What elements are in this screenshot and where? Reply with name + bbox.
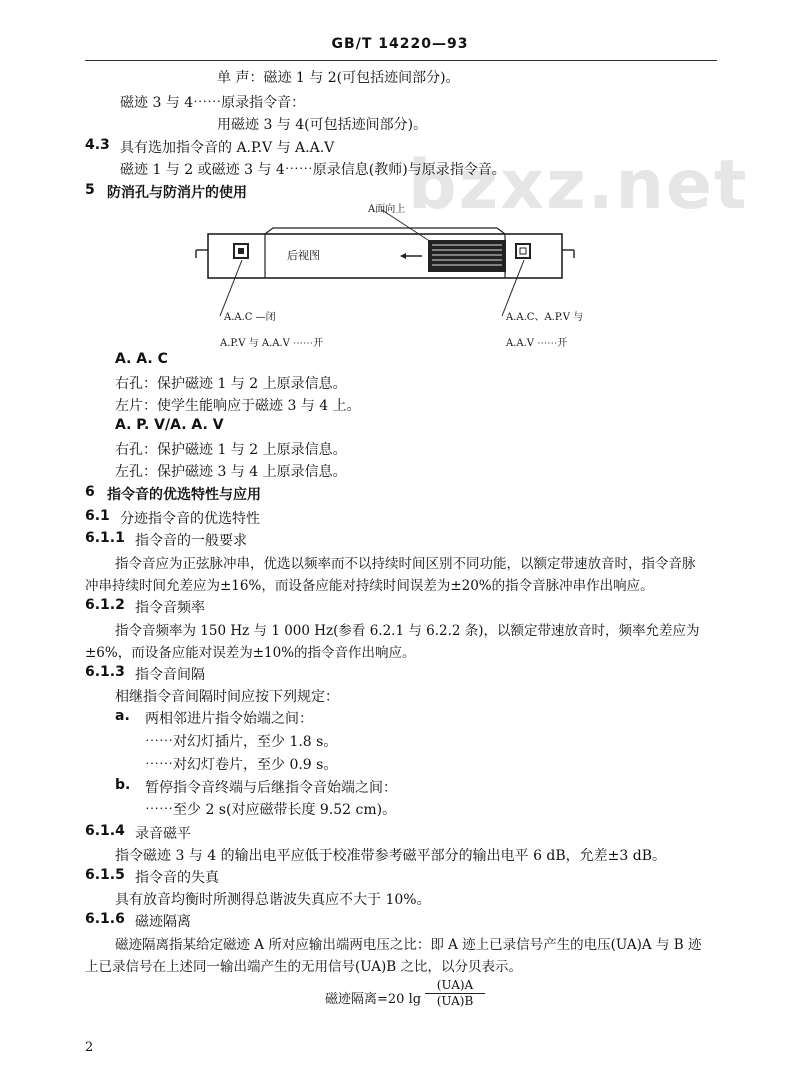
sec-6-1-3-title: 指令音间隔 — [135, 667, 205, 683]
sec-6-num: 6 — [85, 484, 95, 500]
sec-6-1-6-para-1: 磁迹隔离指某给定磁迹 A 所对应输出端两电压之比：即 A 迹上已录信号产生的电压(UA)A 与 B 迹 — [115, 937, 702, 953]
list-item-b-label: b. — [115, 777, 131, 793]
list-item-a-text: 两相邻进片指令始端之间： — [145, 711, 313, 727]
cassette-body — [208, 234, 562, 278]
list-item-a-label: a. — [115, 708, 130, 724]
sec-6-1-6-para-2: 上已录信号在上述同一输出端产生的无用信号(UA)B 之比，以分贝表示。 — [85, 959, 522, 975]
standard-header: GB/T 14220—93 — [331, 36, 469, 52]
watermark: bzxz.net — [408, 146, 749, 225]
page-number: 2 — [85, 1040, 94, 1055]
sec-6-1-3-num: 6.1.3 — [85, 664, 125, 680]
sec-6-1-2-num: 6.1.2 — [85, 597, 125, 613]
sec-6-1-1-para-1: 指令音应为正弦脉冲串，优选以频率而不以持续时间区别不同功能，以额定带速放音时，指令音脉 — [115, 556, 696, 572]
cassette-rear-view-figure — [190, 200, 580, 350]
aac-right: 右孔：保护磁迹 1 与 2 上原录信息。 — [115, 376, 347, 392]
track-isolation-formula — [325, 978, 474, 1008]
sec-4-3-title: 具有选加指令音的 A.P.V 与 A.A.V — [120, 140, 335, 156]
list-item-a-sub-1: ⋯⋯对幻灯插片，至少 1.8 s。 — [145, 734, 338, 750]
sec-4-3-body: 磁迹 1 与 2 或磁迹 3 与 4⋯⋯原录信息(教师)与原录指令音。 — [120, 162, 506, 178]
sec-6-1-2-para-1: 指令音频率为 150 Hz 与 1 000 Hz(参看 6.2.1 与 6.2.2 条)，以额定带速放音时，频率允差应为 — [115, 623, 700, 639]
sec-6-1-2-para-2: ±6%，而设备应能对误差为±10%的指令音作出响应。 — [85, 645, 416, 661]
sec-6-1-4-num: 6.1.4 — [85, 823, 125, 839]
sec-6-1-2-title: 指令音频率 — [135, 600, 205, 616]
apv-left: 左孔：保护磁迹 3 与 4 上原录信息。 — [115, 464, 347, 480]
sec-6-1-4-para-1: 指令磁迹 3 与 4 的输出电平应低于校准带参考磁平部分的输出电平 6 dB，允差±3 dB。 — [115, 848, 667, 864]
sec-6-1-5-num: 6.1.5 — [85, 867, 125, 883]
left-caption-2: A.P.V 与 A.A.V ⋯⋯开 — [220, 338, 324, 349]
line-use34: 用磁迹 3 与 4(可包括迹间部分)。 — [217, 117, 428, 133]
aac-left: 左片：使学生能响应于磁迹 3 与 4 上。 — [115, 398, 361, 414]
aac-heading: A. A. C — [115, 351, 168, 367]
right-erase-hole — [516, 244, 530, 258]
formula-left: 磁迹隔离=20 lg — [325, 992, 422, 1007]
a-side-up-label: A面向上 — [368, 204, 406, 215]
right-caption-1: A.A.C、A.P.V 与 — [506, 312, 584, 323]
sec-6-1-6-num: 6.1.6 — [85, 911, 125, 927]
apv-right: 右孔：保护磁迹 1 与 2 上原录信息。 — [115, 442, 347, 458]
apv-heading: A. P. V/A. A. V — [115, 417, 224, 433]
right-caption-2: A.A.V ⋯⋯开 — [506, 338, 568, 349]
sec-6-1-5-title: 指令音的失真 — [135, 870, 219, 886]
list-item-b-text: 暂停指令音终端与后继指令音始端之间： — [145, 780, 397, 796]
sec-6-1-1-num: 6.1.1 — [85, 530, 125, 546]
sec-6-1-title: 分迹指令音的优选特性 — [120, 511, 260, 527]
sec-6-1-6-title: 磁迹隔离 — [135, 914, 191, 930]
formula-denominator: (UA)B — [436, 994, 474, 1008]
sec-6-title: 指令音的优选特性与应用 — [107, 487, 261, 503]
sec-6-1-3-para-1: 相继指令音间隔时间应按下列规定： — [115, 689, 339, 705]
line-mono: 单 声：磁迹 1 与 2(可包括迹间部分)。 — [217, 70, 460, 86]
rear-view-label: 后视图 — [287, 249, 320, 262]
sec-4-3-num: 4.3 — [85, 137, 110, 153]
sec-6-1-1-para-2: 冲串持续时间允差应为±16%，而设备应能对持续时间误差为±20%的指令音脉冲串作出响应。 — [85, 578, 654, 594]
formula-numerator: (UA)A — [425, 978, 485, 994]
sec-6-1-5-para-1: 具有放音均衡时所测得总谐波失真应不大于 10%。 — [115, 892, 431, 908]
list-item-a-sub-2: ⋯⋯对幻灯卷片，至少 0.9 s。 — [145, 757, 338, 773]
sec-6-1-num: 6.1 — [85, 508, 110, 524]
cassette-diagram — [190, 200, 584, 354]
header-rule — [85, 60, 717, 61]
sec-5-num: 5 — [85, 182, 95, 198]
sec-6-1-4-title: 录音磁平 — [135, 826, 191, 842]
line-track34: 磁迹 3 与 4⋯⋯原录指令音： — [120, 95, 306, 111]
sec-5-title: 防消孔与防消片的使用 — [107, 185, 247, 201]
list-item-b-sub-1: ⋯⋯至少 2 s(对应磁带长度 9.52 cm)。 — [145, 802, 397, 818]
sec-6-1-1-title: 指令音的一般要求 — [135, 533, 247, 549]
formula-fraction — [425, 978, 485, 1008]
left-caption-1: A.A.C —闭 — [224, 312, 276, 323]
